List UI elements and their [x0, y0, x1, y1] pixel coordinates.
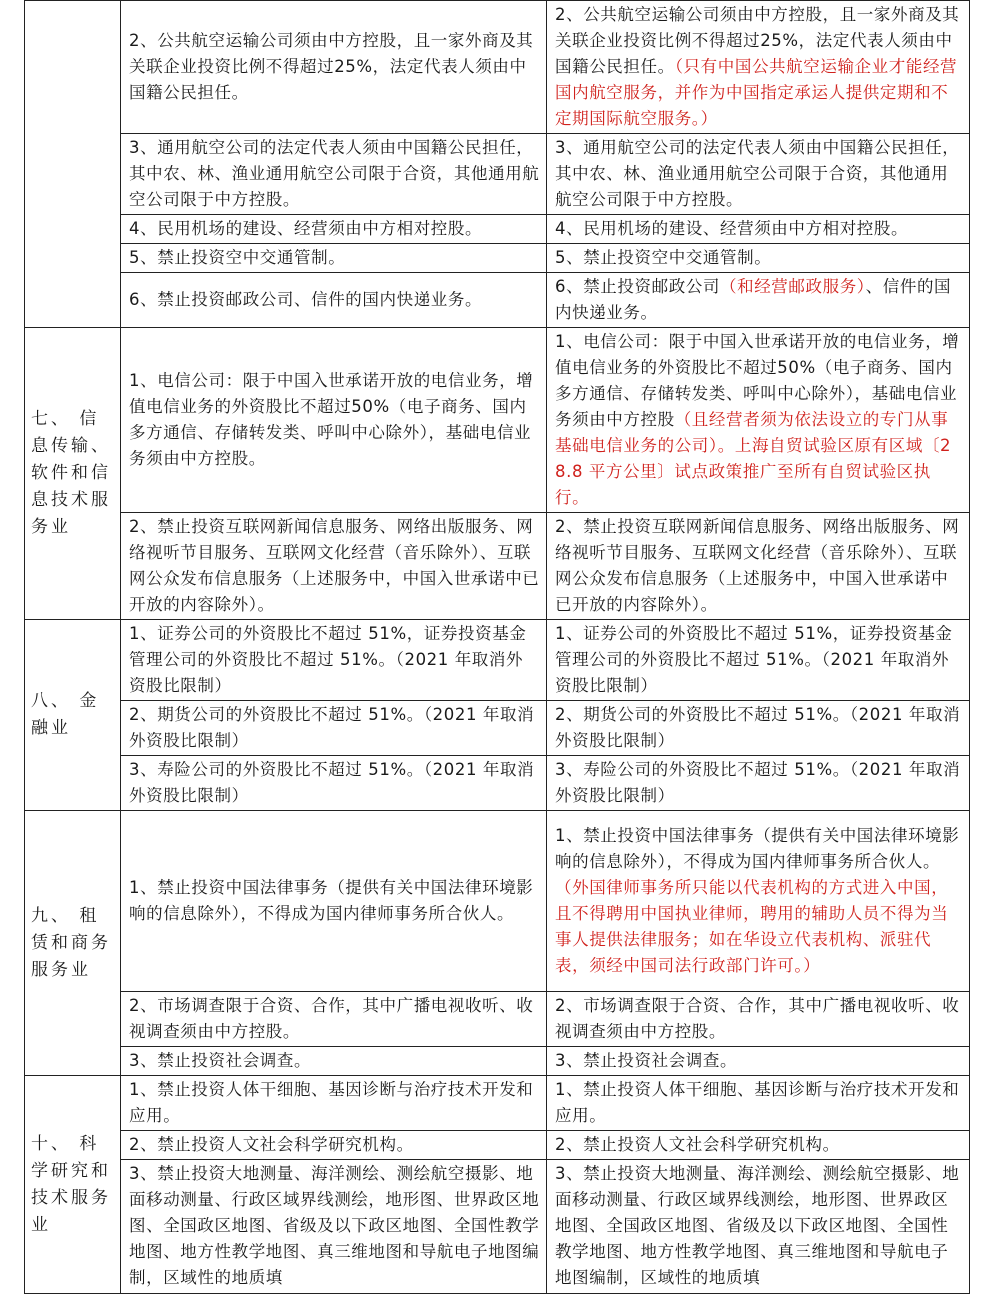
right-added-text: （只有中国公共航空运输企业才能经营国内航空服务，并作为中国指定承运人提供定期和不定期国际航空服务。）: [555, 57, 958, 128]
left-item: 1、禁止投资中国法律事务（提供有关中国法律环境影响的信息除外），不得成为国内律师事务所合伙人。: [121, 811, 547, 992]
left-item: 1、禁止投资人体干细胞、基因诊断与治疗技术开发和应用。: [121, 1076, 547, 1131]
left-item: 3、禁止投资大地测量、海洋测绘、测绘航空摄影、地面移动测量、行政区域界线测绘，地形图、世界政区地图、全国政区地图、省级及以下政区地图、全国性教学地图、地方性教学地图、真三维地图和导航电子地图编制，区域性的地质填: [121, 1160, 547, 1294]
category-cell: [25, 1, 121, 328]
category-cell: 十、 科学研究和技术服务业: [25, 1076, 121, 1294]
table-row: [25, 273, 970, 328]
table-row: [25, 1076, 970, 1131]
left-item: 2、期货公司的外资股比不超过 51%。（2021 年取消外资股比限制）: [121, 701, 547, 756]
table-row: [25, 756, 970, 811]
right-added-text: （且经营者须为依法设立的专门从事基础电信业务的公司）。上海自贸试验区原有区域〔28.8 平方公里〕试点政策推广至所有自贸试验区执行。: [555, 410, 952, 507]
left-item: 3、寿险公司的外资股比不超过 51%。（2021 年取消外资股比限制）: [121, 756, 547, 811]
table-row: [25, 811, 970, 992]
policy-comparison-table: [24, 0, 970, 1294]
right-added-text: （和经营邮政服务）: [720, 277, 866, 296]
table-row: [25, 215, 970, 244]
left-item: 2、禁止投资互联网新闻信息服务、网络出版服务、网络视听节目服务、互联网文化经营（音乐除外）、互联网公众发布信息服务（上述服务中，中国入世承诺中已开放的内容除外）。: [121, 513, 547, 620]
table-row: [25, 513, 970, 620]
right-item: 2、禁止投资互联网新闻信息服务、网络出版服务、网络视听节目服务、互联网文化经营（音乐除外）、互联网公众发布信息服务（上述服务中，中国入世承诺中已开放的内容除外）。: [547, 513, 970, 620]
right-text: 2、公共航空运输公司须由中方控股，且一家外商及其关联企业投资比例不得超过25%，法定代表人须由中国籍公民担任。: [555, 5, 960, 76]
right-item: 3、禁止投资社会调查。: [547, 1047, 970, 1076]
category-cell: 八、 金融业: [25, 620, 121, 811]
table-row: [25, 244, 970, 273]
left-item: 2、市场调查限于合资、合作，其中广播电视收听、收视调查须由中方控股。: [121, 992, 547, 1047]
left-item: 3、通用航空公司的法定代表人须由中国籍公民担任，其中农、林、渔业通用航空公司限于合资，其他通用航空公司限于中方控股。: [121, 134, 547, 215]
right-text: 1、禁止投资中国法律事务（提供有关中国法律环境影响的信息除外），不得成为国内律师事务所合伙人。: [555, 826, 960, 871]
right-item: 3、通用航空公司的法定代表人须由中国籍公民担任，其中农、林、渔业通用航空公司限于合资，其他通用航空公司限于中方控股。: [547, 134, 970, 215]
left-item: 4、民用机场的建设、经营须由中方相对控股。: [121, 215, 547, 244]
left-item: 5、禁止投资空中交通管制。: [121, 244, 547, 273]
right-item: 1、证券公司的外资股比不超过 51%，证券投资基金管理公司的外资股比不超过 51%。（2021 年取消外资股比限制）: [547, 620, 970, 701]
table-row: [25, 1160, 970, 1294]
right-item: [547, 811, 970, 992]
left-item: 6、禁止投资邮政公司、信件的国内快递业务。: [121, 273, 547, 328]
right-item: 2、期货公司的外资股比不超过 51%。（2021 年取消外资股比限制）: [547, 701, 970, 756]
category-cell: 七、 信息传输、软件和信息技术服务业: [25, 328, 121, 620]
right-item: 5、禁止投资空中交通管制。: [547, 244, 970, 273]
table-row: [25, 1047, 970, 1076]
category-cell: 九、 租赁和商务服务业: [25, 811, 121, 1076]
table-row: [25, 1131, 970, 1160]
table-row: [25, 328, 970, 513]
right-item: 2、市场调查限于合资、合作，其中广播电视收听、收视调查须由中方控股。: [547, 992, 970, 1047]
table-row: [25, 701, 970, 756]
right-item: 3、寿险公司的外资股比不超过 51%。（2021 年取消外资股比限制）: [547, 756, 970, 811]
right-item: [547, 273, 970, 328]
right-item: 3、禁止投资大地测量、海洋测绘、测绘航空摄影、地面移动测量、行政区域界线测绘，地形图、世界政区地图、全国政区地图、省级及以下政区地图、全国性教学地图、地方性教学地图、真三维地图和导航电子地图编制，区域性的地质填: [547, 1160, 970, 1294]
right-item: 1、禁止投资人体干细胞、基因诊断与治疗技术开发和应用。: [547, 1076, 970, 1131]
right-item: [547, 328, 970, 513]
table-row: [25, 134, 970, 215]
left-item: 1、证券公司的外资股比不超过 51%，证券投资基金管理公司的外资股比不超过 51%。（2021 年取消外资股比限制）: [121, 620, 547, 701]
right-text: 1、电信公司：限于中国入世承诺开放的电信业务，增值电信业务的外资股比不超过50%（电子商务、国内多方通信、存储转发类、呼叫中心除外），基础电信业务须由中方控股: [555, 332, 960, 429]
table-row: [25, 620, 970, 701]
left-item: 3、禁止投资社会调查。: [121, 1047, 547, 1076]
right-added-text: （外国律师事务所只能以代表机构的方式进入中国，且不得聘用中国执业律师，聘用的辅助人员不得为当事人提供法律服务；如在华设立代表机构、派驻代表，须经中国司法行政部门许可。）: [555, 878, 949, 975]
left-item: 2、公共航空运输公司须由中方控股，且一家外商及其关联企业投资比例不得超过25%，法定代表人须由中国籍公民担任。: [121, 1, 547, 134]
right-item: [547, 1, 970, 134]
left-item: 1、电信公司：限于中国入世承诺开放的电信业务，增值电信业务的外资股比不超过50%（电子商务、国内多方通信、存储转发类、呼叫中心除外），基础电信业务须由中方控股。: [121, 328, 547, 513]
right-item: 2、禁止投资人文社会科学研究机构。: [547, 1131, 970, 1160]
table-row: [25, 1, 970, 134]
left-item: 2、禁止投资人文社会科学研究机构。: [121, 1131, 547, 1160]
right-text: 6、禁止投资邮政公司: [555, 277, 720, 296]
right-text: 、信件的国内快递业务。: [555, 277, 952, 322]
table-row: [25, 992, 970, 1047]
right-item: 4、民用机场的建设、经营须由中方相对控股。: [547, 215, 970, 244]
